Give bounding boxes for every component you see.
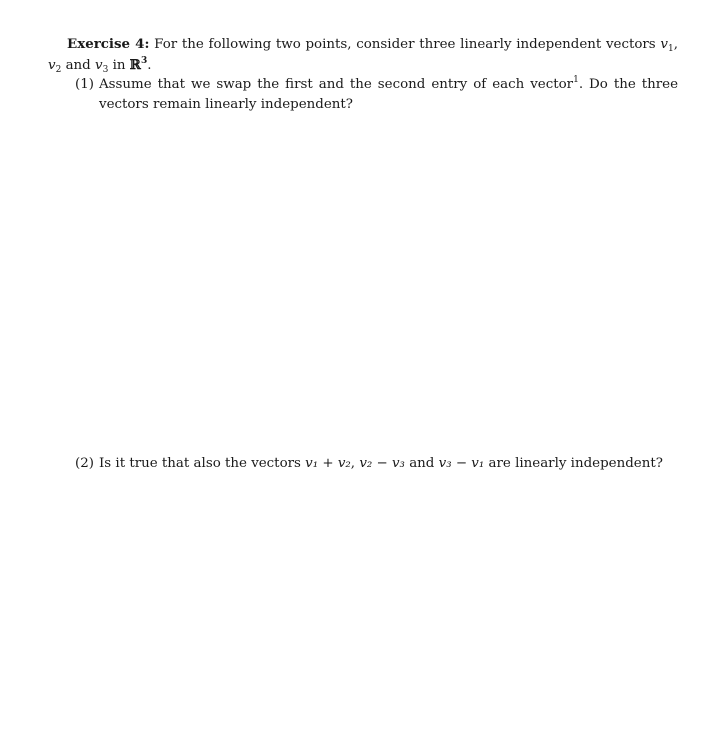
footnote-marker: 1 xyxy=(573,75,579,85)
part-1-text: Assume that we swap the first and the second entry of each vector$^1$. Do the three vectors remain linearly independent? xyxy=(99,75,679,112)
part-2-text: Is it true that also the vectors v₁ + v₂, v₂ − v₃ and v₃ − v₁ are linearly independent? xyxy=(99,456,663,471)
question-part-2 xyxy=(75,454,678,474)
expression-1: v₁ + v₂ xyxy=(305,456,351,471)
vector-v1: $v_1$ xyxy=(660,37,674,54)
question-part-1 xyxy=(75,75,678,115)
part-2-number: (2) xyxy=(75,456,94,471)
exercise-in: in xyxy=(112,58,126,73)
vector-v2: $v_2$ xyxy=(48,58,62,75)
exercise-intro: For the following two points, consider three linearly independent vectors xyxy=(154,37,656,52)
part-1-number: (1) xyxy=(75,77,94,92)
vector-v3: $v_3$ xyxy=(95,58,109,75)
exercise-statement: Exercise 4: For the following two points, consider three linearly independent vectors $v_1$, $v_2$ and $v_3$ in ℝ$^3$. xyxy=(48,36,678,75)
real-space-symbol: ℝ$^3$ xyxy=(129,56,148,73)
exercise-heading: Exercise 4: xyxy=(67,36,150,52)
expression-2: v₂ − v₃ xyxy=(359,456,405,471)
expression-3: v₃ − v₁ xyxy=(438,456,485,471)
exercise-and: and xyxy=(65,58,91,73)
